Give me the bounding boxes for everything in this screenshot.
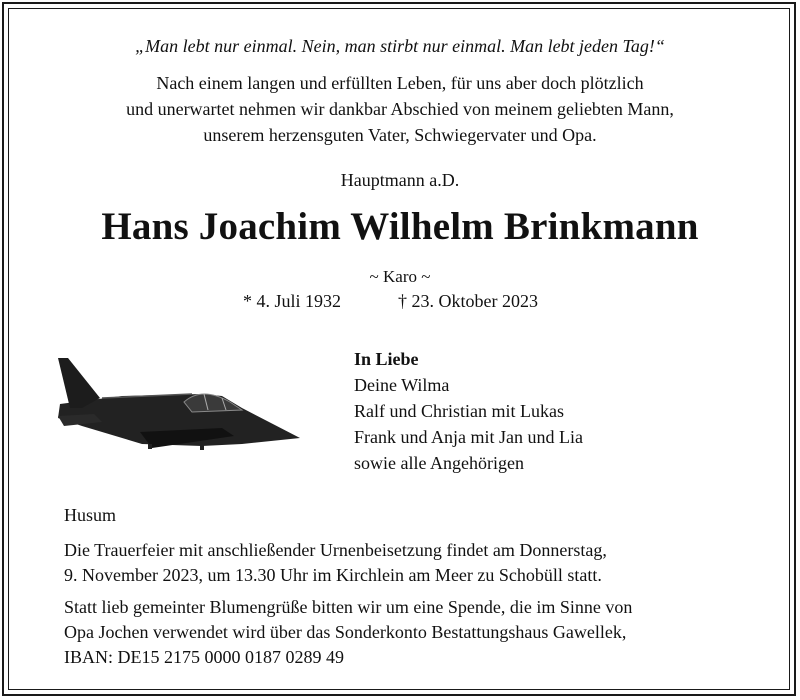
mourners-block [354, 346, 583, 476]
location: Husum [64, 505, 117, 525]
nickname: ~ Karo ~ [369, 267, 431, 286]
funeral-line: Die Trauerfeier mit anschließender Urnenbeisetzung findet am Donnerstag, [64, 540, 607, 560]
funeral-info [64, 538, 607, 588]
donation-info [64, 595, 632, 670]
donation-line: Statt lieb gemeinter Blumengrüße bitten wir um eine Spende, die im Sinne von [64, 597, 633, 617]
quote: „Man lebt nur einmal. Nein, man stirbt nur einmal. Man lebt jeden Tag!“ [135, 36, 665, 56]
jet-tail-fin [58, 358, 100, 408]
iban-line: IBAN: DE15 2175 0000 0187 0289 49 [64, 647, 344, 667]
mourner-line: Frank und Anja mit Jan und Lia [354, 427, 583, 447]
rank-title: Hauptmann a.D. [340, 170, 460, 190]
mourner-line: Deine Wilma [354, 375, 450, 395]
deceased-name: Hans Joachim Wilhelm Brinkmann [101, 205, 699, 248]
mourner-line: sowie alle Angehörigen [354, 453, 524, 473]
birth-date: * 4. Juli 1932 [243, 291, 342, 311]
death-date: † 23. Oktober 2023 [398, 291, 538, 311]
mourner-line: Ralf und Christian mit Lukas [354, 401, 564, 421]
donation-line: Opa Jochen verwendet wird über das Sonderkonto Bestattungshaus Gawellek, [64, 622, 627, 642]
funeral-line: 9. November 2023, um 13.30 Uhr im Kirchlein am Meer zu Schobüll statt. [64, 565, 602, 585]
fighter-jet-icon [52, 352, 302, 452]
intro-line: unserem herzensguten Vater, Schwiegervater und Opa. [203, 125, 597, 145]
intro-line: und unerwartet nehmen wir dankbar Abschied von meinem geliebten Mann, [126, 99, 674, 119]
mourners-heading: In Liebe [354, 349, 419, 369]
intro-text [0, 70, 800, 148]
intro-line: Nach einem langen und erfüllten Leben, für uns aber doch plötzlich [156, 73, 644, 93]
